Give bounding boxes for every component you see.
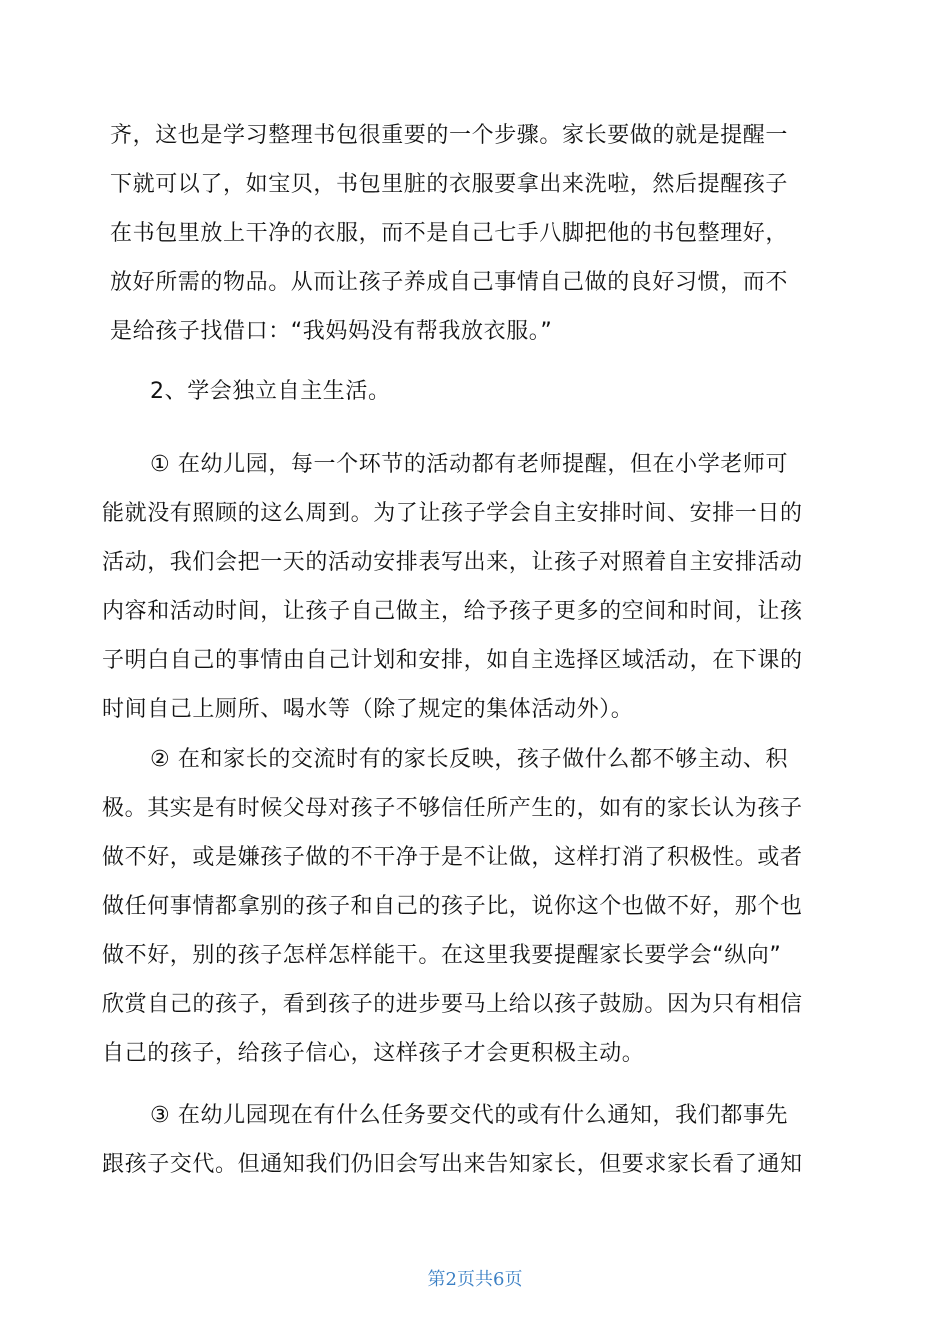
text-line: 子明白自己的事情由自己计划和安排，如自主选择区域活动，在下课的: [102, 648, 803, 673]
text-line: 放好所需的物品。从而让孩子养成自己事情自己做的良好习惯，而不: [110, 270, 789, 295]
text-line: 是给孩子找借口：“我妈妈没有帮我放衣服。”: [110, 319, 553, 344]
text-line: 极。其实是有时候父母对孩子不够信任所产生的，如有的家长认为孩子: [102, 796, 803, 821]
page-number: 第2页共6页: [427, 1269, 523, 1290]
paragraph-first-line: ① 在幼儿园，每一个环节的活动都有老师提醒，但在小学老师可: [150, 452, 789, 477]
text-line: 自己的孩子，给孩子信心，这样孩子才会更积极主动。: [102, 1041, 645, 1066]
section-heading: 2、学会独立自主生活。: [150, 379, 391, 404]
text-line: 跟孩子交代。但通知我们仍旧会写出来告知家长，但要求家长看了通知: [102, 1152, 803, 1177]
text-line: 活动，我们会把一天的活动安排表写出来，让孩子对照着自主安排活动: [102, 550, 803, 575]
text-line: 在书包里放上干净的衣服，而不是自己七手八脚把他的书包整理好，: [110, 221, 789, 246]
paragraph-first-line: ② 在和家长的交流时有的家长反映，孩子做什么都不够主动、积: [150, 747, 789, 772]
text-line: 齐，这也是学习整理书包很重要的一个步骤。家长要做的就是提醒一: [110, 123, 789, 148]
text-line: 能就没有照顾的这么周到。为了让孩子学会自主安排时间、安排一日的: [102, 501, 803, 526]
text-line: 做不好，或是嫌孩子做的不干净于是不让做，这样打消了积极性。或者: [102, 845, 803, 870]
text-line: 时间自己上厕所、喝水等（除了规定的集体活动外）。: [102, 697, 634, 722]
paragraph-first-line: ③ 在幼儿园现在有什么任务要交代的或有什么通知，我们都事先: [150, 1103, 789, 1128]
text-line: 做不好，别的孩子怎样怎样能干。在这里我要提醒家长要学会“纵向”: [102, 943, 782, 968]
text-line: 做任何事情都拿别的孩子和自己的孩子比，说你这个也做不好，那个也: [102, 894, 803, 919]
text-line: 欣赏自己的孩子，看到孩子的进步要马上给以孩子鼓励。因为只有相信: [102, 992, 803, 1017]
text-line: 内容和活动时间，让孩子自己做主，给予孩子更多的空间和时间，让孩: [102, 599, 803, 624]
text-line: 下就可以了，如宝贝，书包里脏的衣服要拿出来洗啦，然后提醒孩子: [110, 172, 789, 197]
